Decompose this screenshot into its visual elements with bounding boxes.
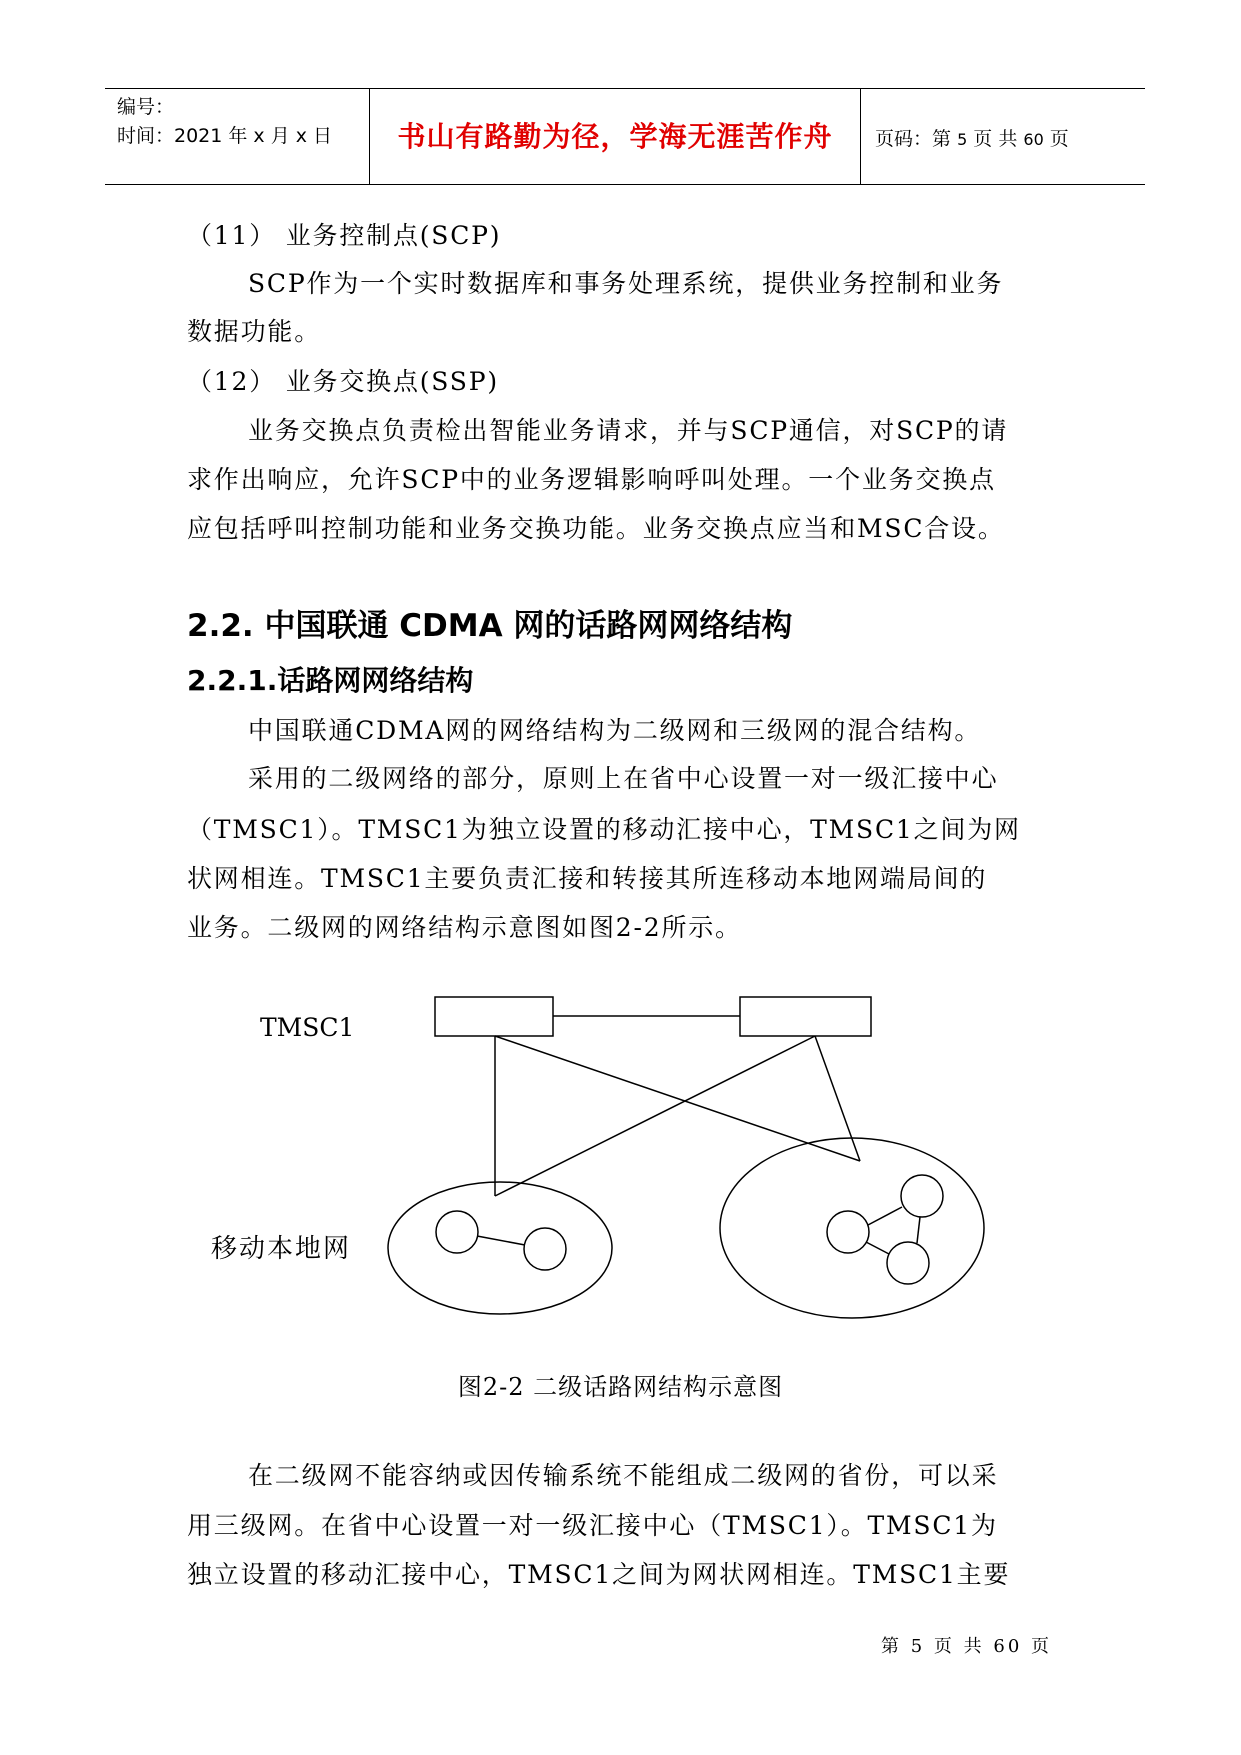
item-11-heading: （11） 业务控制点(SCP) <box>187 221 502 250</box>
figure-caption: 图2-2 二级话路网结构示意图 <box>457 1373 784 1401</box>
link-right-box-to-left-network <box>495 1036 815 1196</box>
label-tmsc1: TMSC1 <box>260 1013 355 1042</box>
node <box>827 1211 869 1253</box>
page-header <box>105 88 1145 185</box>
body-line: （TMSC1）。TMSC1为独立设置的移动汇接中心，TMSC1之间为网 <box>187 815 1021 844</box>
body-line: 用三级网。在省中心设置一对一级汇接中心（TMSC1）。TMSC1为 <box>187 1511 998 1540</box>
body-line: 中国联通CDMA网的网络结构为二级网和三级网的混合结构。 <box>248 716 982 745</box>
page-number: 5 <box>957 130 968 149</box>
page-suffix: 页 <box>1049 128 1069 150</box>
node <box>436 1211 478 1253</box>
node <box>901 1175 943 1217</box>
section-title: 2.2. 中国联通 CDMA 网的话路网网络结构 <box>187 608 793 644</box>
network-diagram <box>195 985 1045 1325</box>
tmsc1-box-right <box>740 997 871 1036</box>
header-meta <box>117 93 332 151</box>
body-line: 业务。二级网的网络结构示意图如图2-2所示。 <box>187 913 742 942</box>
doc-time-label: 时间：2021 年 x 月 x 日 <box>117 125 333 147</box>
page-prefix: 页码：第 <box>875 128 952 150</box>
page-footer: 第 5 页 共 60 页 <box>881 1636 1052 1657</box>
link-right-box-to-right-network <box>815 1036 860 1161</box>
node-link <box>866 1242 889 1254</box>
node-link <box>917 1217 920 1243</box>
node <box>887 1242 929 1284</box>
body-line: SCP作为一个实时数据库和事务处理系统，提供业务控制和业务 <box>248 269 1004 298</box>
header-divider-left <box>369 89 370 184</box>
tmsc1-box-left <box>435 997 553 1036</box>
header-motto: 书山有路勤为径，学海无涯苦作舟 <box>397 120 833 153</box>
body-line: 数据功能。 <box>187 317 322 346</box>
body-line: 在二级网不能容纳或因传输系统不能组成二级网的省份，可以采 <box>248 1461 999 1490</box>
body-line: 状网相连。TMSC1主要负责汇接和转接其所连移动本地网端局间的 <box>187 864 988 893</box>
page-total: 60 <box>1023 130 1044 149</box>
label-local-network: 移动本地网 <box>211 1234 352 1264</box>
header-page-info <box>875 124 1069 151</box>
local-network-right <box>720 1138 984 1318</box>
node <box>524 1228 566 1270</box>
body-line: 业务交换点负责检出智能业务请求，并与SCP通信，对SCP的请 <box>248 416 1009 445</box>
page-mid: 页 共 <box>973 128 1018 150</box>
body-line: 应包括呼叫控制功能和业务交换功能。业务交换点应当和MSC合设。 <box>187 514 1005 543</box>
body-line: 独立设置的移动汇接中心，TMSC1之间为网状网相连。TMSC1主要 <box>187 1560 1011 1589</box>
header-divider-right <box>860 89 861 184</box>
node-link <box>477 1236 525 1245</box>
node-link <box>868 1207 902 1225</box>
body-line: 采用的二级网络的部分，原则上在省中心设置一对一级汇接中心 <box>248 764 999 793</box>
link-left-box-to-right-network <box>495 1036 860 1161</box>
local-network-left <box>388 1182 612 1314</box>
subsection-title: 2.2.1.话路网网络结构 <box>187 664 474 697</box>
body-line: 求作出响应，允许SCP中的业务逻辑影响呼叫处理。一个业务交换点 <box>187 465 996 494</box>
item-12-heading: （12） 业务交换点(SSP) <box>187 367 499 396</box>
doc-number-label: 编号： <box>117 96 175 118</box>
